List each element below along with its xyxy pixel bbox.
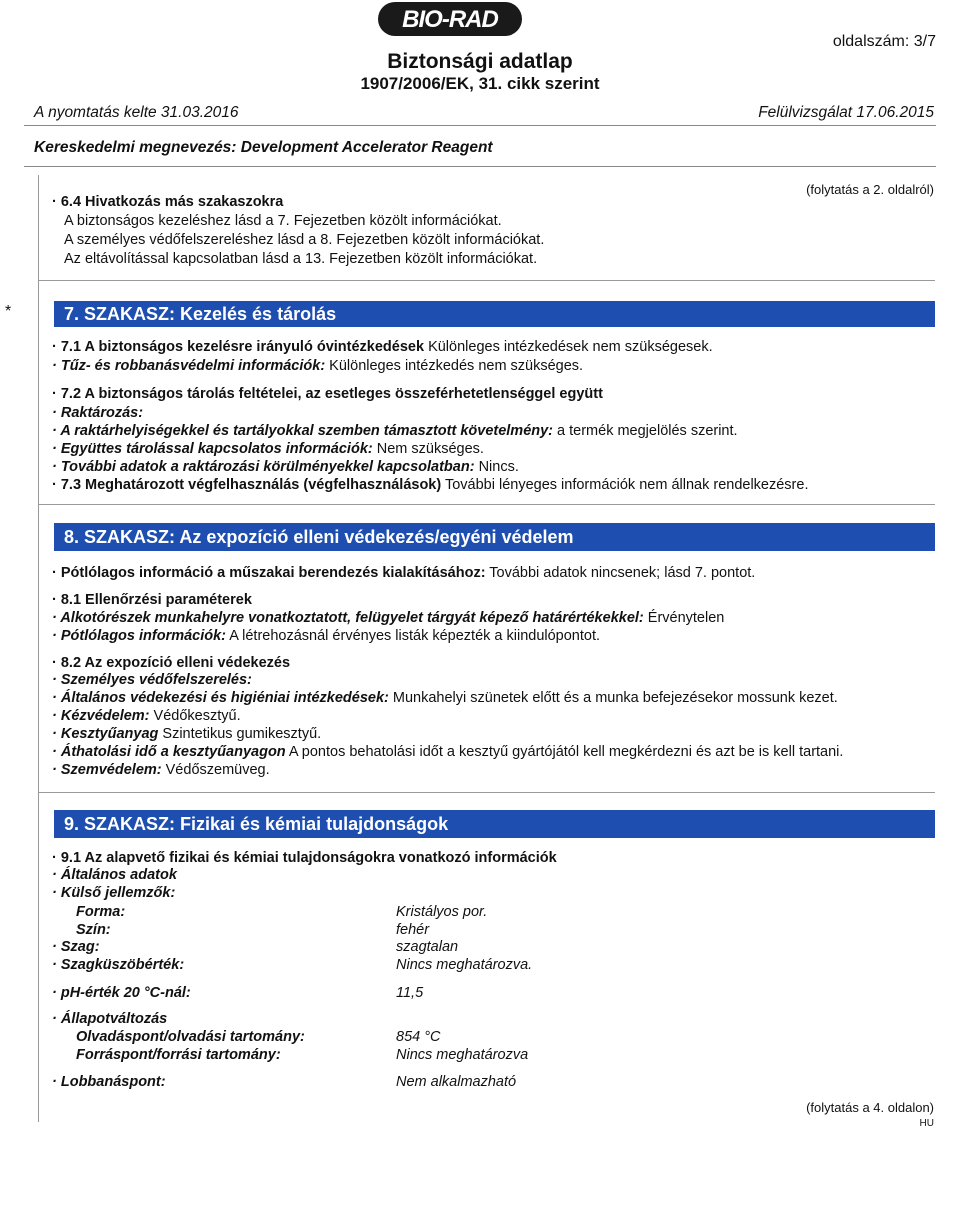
s7-line-4: · Raktározás: [52,405,144,421]
continued-to: (folytatás a 4. oldalon) [806,1100,934,1115]
s8-l11-text: Védőszemüveg. [161,762,270,778]
language-code: HU [919,1118,934,1129]
s9-value: 11,5 [396,985,424,1001]
s7-l7-label: · További adatok a raktározási körülményekkel kapcsolatban: [52,459,475,475]
s9-line-2: · Általános adatok [52,867,177,883]
s8-line-7 [52,689,838,708]
s9-label: Forráspont/forrási tartomány: [76,1047,281,1063]
header-divider-2 [24,166,936,167]
s7-l5-text: a termék megjelölés szerint. [553,423,738,439]
page-number: oldalszám: 3/7 [832,33,936,50]
s8-l8-text: Védőkesztyű. [149,708,241,724]
s64-line: A személyes védőfelszereléshez lásd a 8. Fejezetben közölt információkat. [64,232,545,248]
s9-label: Olvadáspont/olvadási tartomány: [76,1029,305,1045]
s8-line-9 [52,725,321,744]
s7-l2-text: Különleges intézkedés nem szükséges. [325,358,584,374]
s9-value: szagtalan [396,939,459,955]
section-7-header: 7. SZAKASZ: Kezelés és tárolás [54,301,935,327]
s8-line-8 [52,707,241,726]
trade-name: Kereskedelmi megnevezés: Development Accelerator Reagent [34,139,493,156]
s8-l10-label: · Áthatolási idő a kesztyűanyagon [52,744,286,760]
s8-l7-text: Munkahelyi szünetek előtt és a munka befejezésekor mossunk kezet. [388,690,838,706]
s8-line-3 [52,609,724,628]
s7-l5-label: · A raktárhelyiségekkel és tartályokkal szemben támasztott követelmény: [52,423,554,439]
s7-l1-label: · 7.1 A biztonságos kezelésre irányuló óvintézkedések [52,339,425,355]
s8-l9-text: Szintetikus gumikesztyű. [158,726,322,742]
revision-date: Felülvizsgálat 17.06.2015 [758,104,934,121]
s7-line-3: · 7.2 A biztonságos tárolás feltételei, az esetleges összeférhetetlenséggel együtt [52,386,603,402]
s7-line-8 [52,476,808,495]
s8-l10-text: A pontos behatolási időt a kesztyű gyártójától kell megkérdezni és azt be is kell tartani. [285,744,844,760]
s8-l9-label: · Kesztyűanyag [52,726,159,742]
s8-l1-label: · Pótlólagos információ a műszakai berendezés kialakításához: [52,565,486,581]
s8-line-6: · Személyes védőfelszerelés: [52,672,252,688]
s8-line-11 [52,761,270,780]
s9-value: Kristályos por. [396,904,488,920]
section-divider [38,504,935,505]
s7-l2-label: · Tűz- és robbanásvédelmi információk: [52,358,326,374]
section-divider [38,280,935,281]
s9-value: Nincs meghatározva [396,1047,529,1063]
s9-label: · Szag: [52,939,100,955]
s7-l8-text: További lényeges információk nem állnak rendelkezésre. [441,477,809,493]
s9-value: fehér [396,922,430,938]
s9-line-3: · Külső jellemzők: [52,885,176,901]
document-title: Biztonsági adatlap [387,50,573,73]
s8-l11-label: · Szemvédelem: [52,762,162,778]
s8-line-5: · 8.2 Az expozíció elleni védekezés [52,655,291,671]
bio-rad-logo [378,2,522,36]
s7-l6-text: Nem szükséges. [372,441,484,457]
s9-value: Nem alkalmazható [396,1074,517,1090]
s9-line-1: · 9.1 Az alapvető fizikai és kémiai tulajdonságokra vonatkozó információk [52,850,557,866]
s9-value: 854 °C [396,1029,441,1045]
s64-line: A biztonságos kezeléshez lásd a 7. Fejezetben közölt információkat. [64,213,502,229]
s8-line-4 [52,627,600,646]
section-8-header: 8. SZAKASZ: Az expozíció elleni védekezés/egyéni védelem [54,523,935,551]
s7-l8-label: · 7.3 Meghatározott végfelhasználás (végfelhasználások) [52,477,442,493]
s9-label: · Állapotváltozás [52,1011,168,1027]
s8-line-2: · 8.1 Ellenőrzési paraméterek [52,592,252,608]
s8-l7-label: · Általános védekezési és higiéniai intézkedések: [52,690,389,706]
section-9-header: 9. SZAKASZ: Fizikai és kémiai tulajdonságok [54,810,935,838]
s7-line-6 [52,440,484,459]
s8-line-10 [52,743,843,762]
s7-line-2 [52,357,583,376]
s9-label: · pH-érték 20 °C-nál: [52,985,191,1001]
s8-l8-label: · Kézvédelem: [52,708,150,724]
print-date: A nyomtatás kelte 31.03.2016 [34,104,239,121]
header-divider [24,125,936,126]
s7-line-7 [52,458,519,477]
s8-line-1 [52,564,755,583]
document-subtitle: 1907/2006/EK, 31. cikk szerint [360,74,600,93]
section-divider [38,792,935,793]
logo-text: BIO-RAD [402,5,498,33]
s8-l4-text: A létrehozásnál érvényes listák képezték a kiindulópontot. [226,628,601,644]
s7-l1-text: Különleges intézkedések nem szükségesek. [424,339,713,355]
s8-l1-text: További adatok nincsenek; lásd 7. pontot. [485,565,756,581]
s64-line: Az eltávolítással kapcsolatban lásd a 13. Fejezetben közölt információkat. [64,251,538,267]
continued-from: (folytatás a 2. oldalról) [806,182,934,197]
s7-line-5 [52,422,738,441]
change-marker: * [5,303,12,320]
s9-label: · Lobbanáspont: [52,1074,166,1090]
s7-l7-text: Nincs. [474,459,519,475]
s64-heading: · 6.4 Hivatkozás más szakaszokra [52,194,284,210]
s7-l6-label: · Együttes tárolással kapcsolatos információk: [52,441,373,457]
s9-label: Szín: [76,922,111,938]
s8-l4-label: · Pótlólagos információk: [52,628,227,644]
s8-l3-text: Érvénytelen [643,610,725,626]
s9-label: · Szagküszöbérték: [52,957,185,973]
s9-label: Forma: [76,904,126,920]
s9-value: Nincs meghatározva. [396,957,533,973]
s8-l3-label: · Alkotórészek munkahelyre vonatkoztatott, felügyelet tárgyát képező határértékekkel: [52,610,644,626]
s7-line-1 [52,338,713,357]
